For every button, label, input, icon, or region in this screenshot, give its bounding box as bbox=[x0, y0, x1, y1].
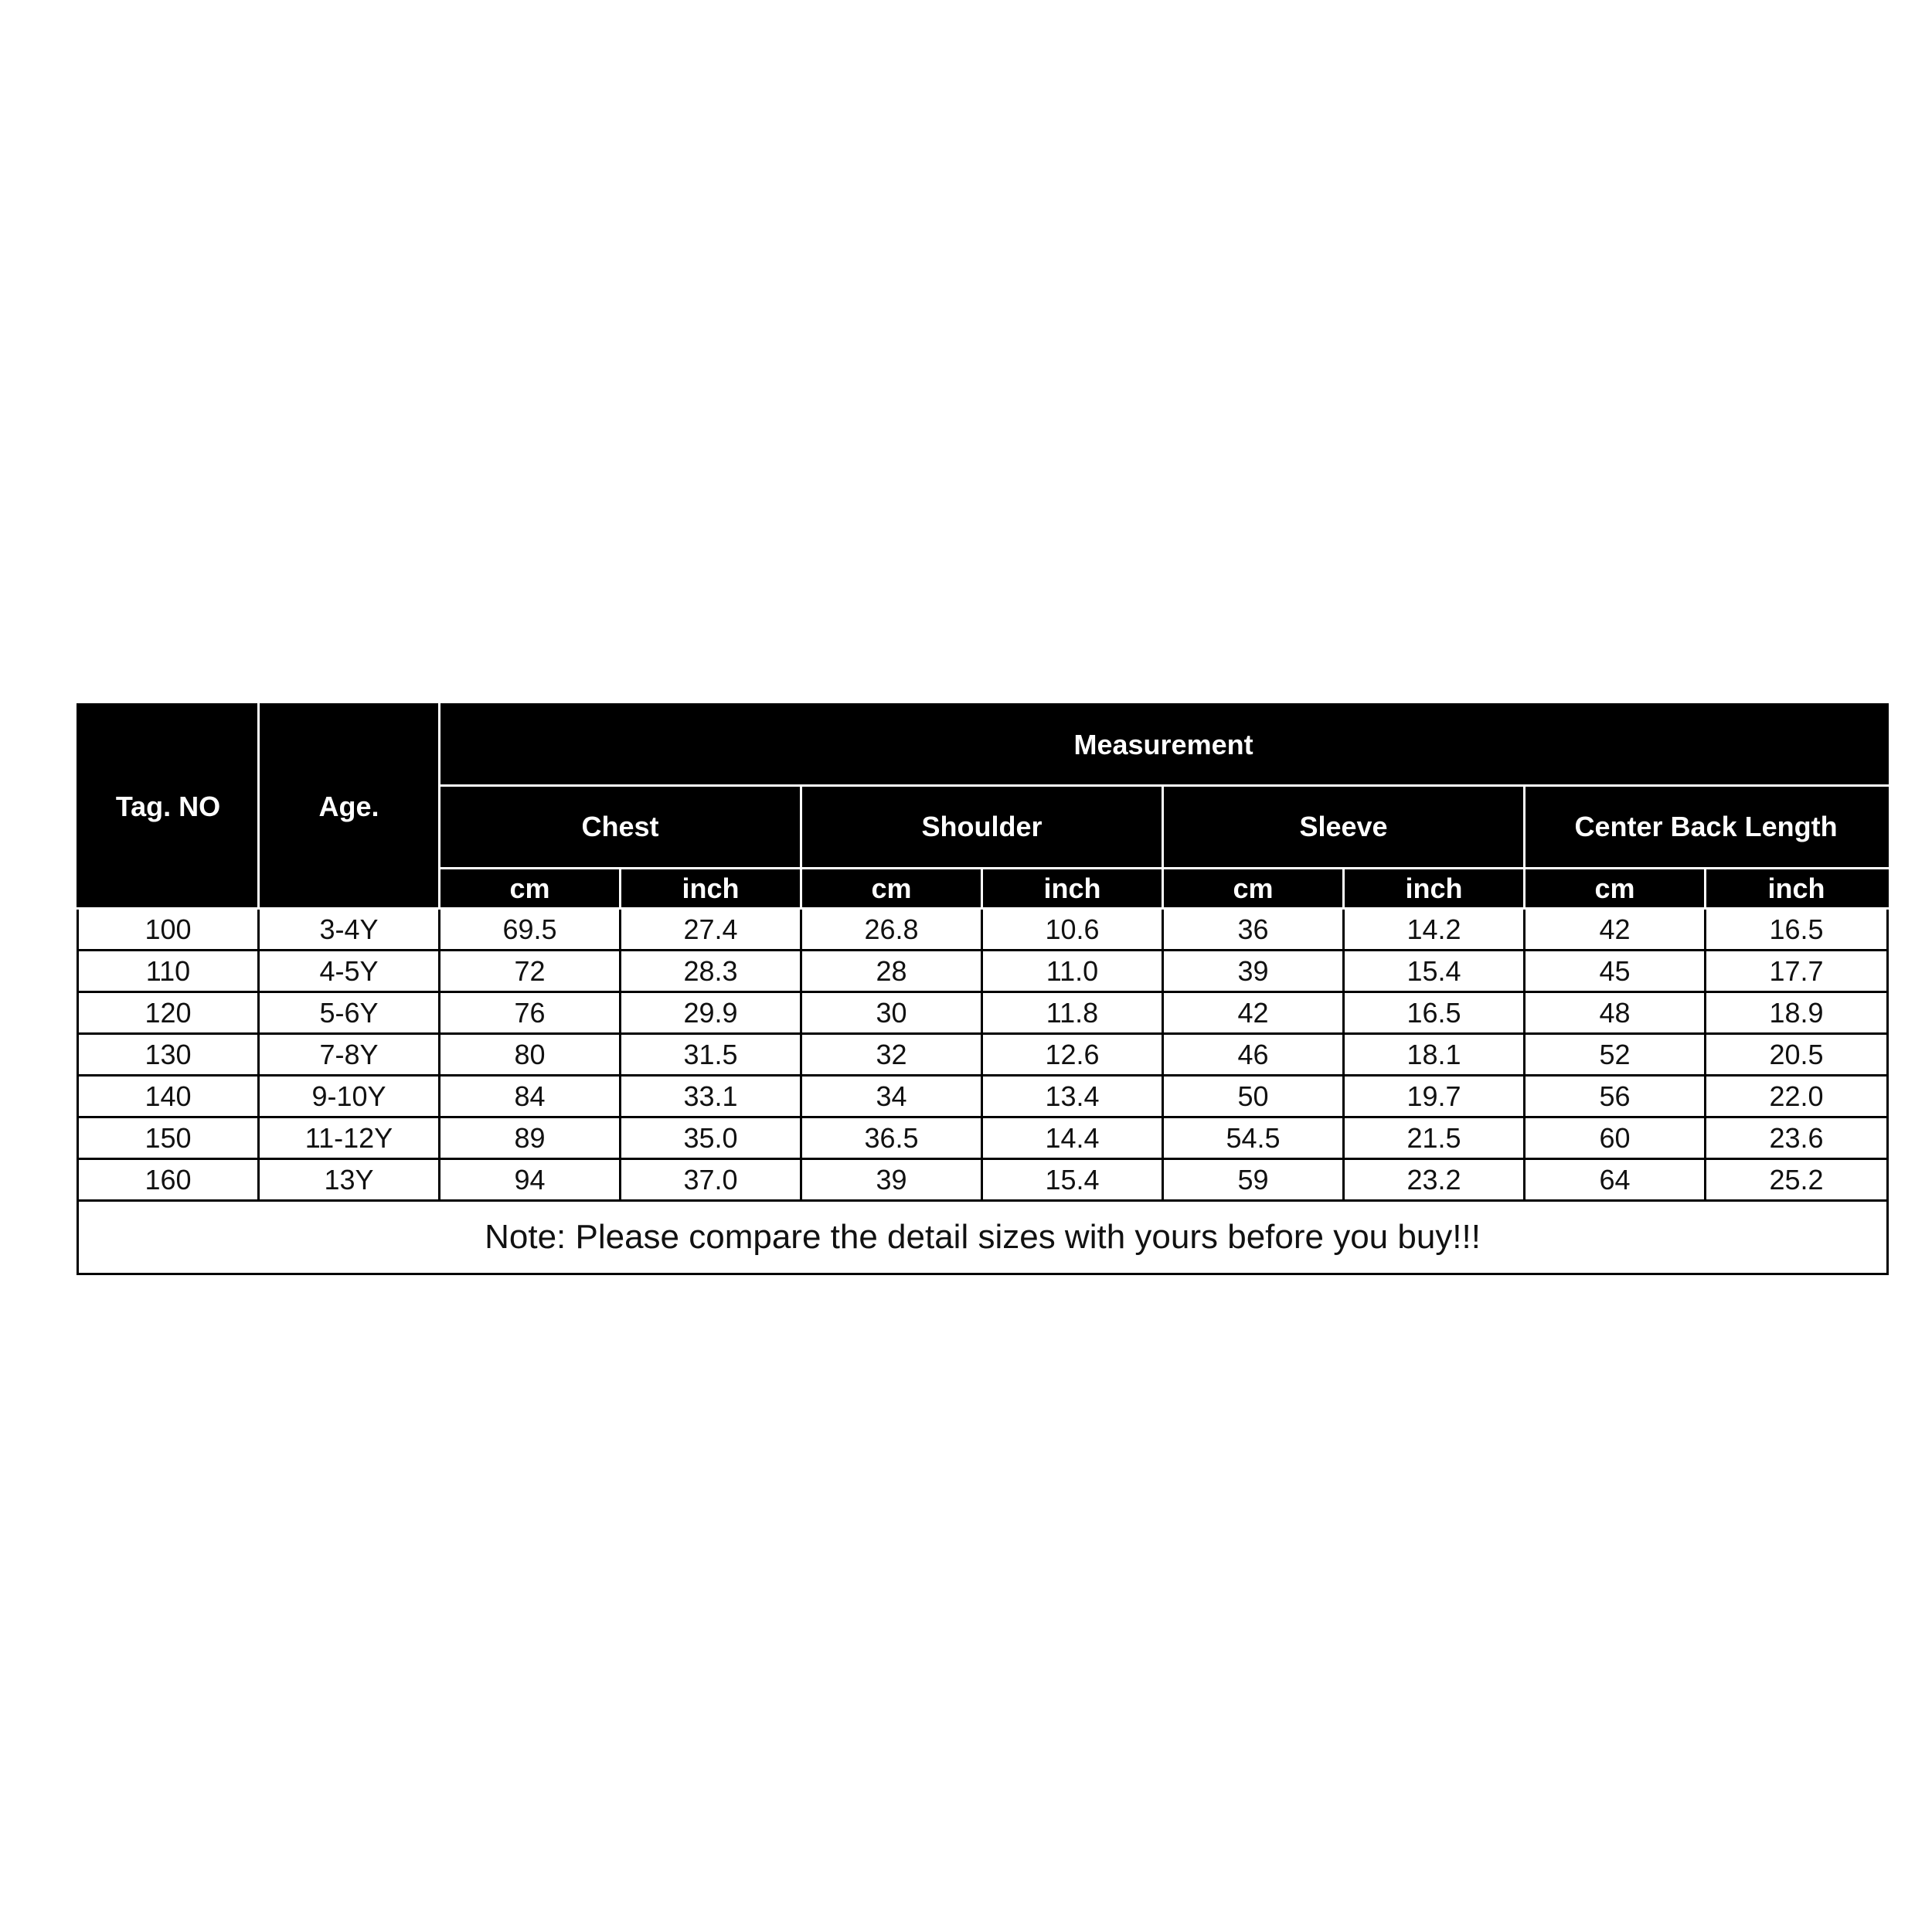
tag-no-cell: 130 bbox=[78, 1034, 259, 1076]
note-row bbox=[78, 1201, 1888, 1274]
unit-header: cm bbox=[801, 869, 982, 909]
measurement-cell: 45 bbox=[1525, 951, 1706, 992]
measurement-cell: 16.5 bbox=[1706, 909, 1888, 951]
measurement-cell: 46 bbox=[1163, 1034, 1344, 1076]
unit-header: inch bbox=[1344, 869, 1525, 909]
table-body bbox=[78, 909, 1888, 1274]
table-row bbox=[78, 1076, 1888, 1117]
size-chart-table bbox=[77, 703, 1889, 1275]
header-sleeve: Sleeve bbox=[1163, 786, 1525, 869]
measurement-cell: 12.6 bbox=[982, 1034, 1163, 1076]
table-row bbox=[78, 1159, 1888, 1201]
measurement-cell: 25.2 bbox=[1706, 1159, 1888, 1201]
table-row bbox=[78, 951, 1888, 992]
measurement-cell: 18.9 bbox=[1706, 992, 1888, 1034]
unit-header: cm bbox=[1163, 869, 1344, 909]
note-text: Note: Please compare the detail sizes with yours before you buy!!! bbox=[78, 1201, 1888, 1274]
table-header bbox=[78, 705, 1888, 909]
measurement-cell: 80 bbox=[440, 1034, 621, 1076]
measurement-cell: 72 bbox=[440, 951, 621, 992]
measurement-cell: 50 bbox=[1163, 1076, 1344, 1117]
age-cell: 5-6Y bbox=[259, 992, 440, 1034]
measurement-cell: 26.8 bbox=[801, 909, 982, 951]
age-cell: 7-8Y bbox=[259, 1034, 440, 1076]
measurement-cell: 19.7 bbox=[1344, 1076, 1525, 1117]
measurement-cell: 20.5 bbox=[1706, 1034, 1888, 1076]
measurement-cell: 39 bbox=[1163, 951, 1344, 992]
measurement-cell: 18.1 bbox=[1344, 1034, 1525, 1076]
measurement-cell: 52 bbox=[1525, 1034, 1706, 1076]
measurement-cell: 36.5 bbox=[801, 1117, 982, 1159]
measurement-cell: 27.4 bbox=[621, 909, 801, 951]
tag-no-cell: 140 bbox=[78, 1076, 259, 1117]
measurement-cell: 29.9 bbox=[621, 992, 801, 1034]
measurement-cell: 13.4 bbox=[982, 1076, 1163, 1117]
unit-header: inch bbox=[982, 869, 1163, 909]
measurement-cell: 11.0 bbox=[982, 951, 1163, 992]
table-row bbox=[78, 1117, 1888, 1159]
measurement-cell: 17.7 bbox=[1706, 951, 1888, 992]
table-row bbox=[78, 1034, 1888, 1076]
measurement-cell: 23.2 bbox=[1344, 1159, 1525, 1201]
measurement-cell: 42 bbox=[1163, 992, 1344, 1034]
measurement-cell: 15.4 bbox=[982, 1159, 1163, 1201]
measurement-cell: 64 bbox=[1525, 1159, 1706, 1201]
measurement-cell: 31.5 bbox=[621, 1034, 801, 1076]
measurement-cell: 56 bbox=[1525, 1076, 1706, 1117]
measurement-cell: 28 bbox=[801, 951, 982, 992]
measurement-cell: 89 bbox=[440, 1117, 621, 1159]
measurement-cell: 11.8 bbox=[982, 992, 1163, 1034]
measurement-cell: 84 bbox=[440, 1076, 621, 1117]
table-row bbox=[78, 992, 1888, 1034]
age-cell: 13Y bbox=[259, 1159, 440, 1201]
measurement-cell: 69.5 bbox=[440, 909, 621, 951]
age-cell: 4-5Y bbox=[259, 951, 440, 992]
measurement-cell: 23.6 bbox=[1706, 1117, 1888, 1159]
tag-no-cell: 160 bbox=[78, 1159, 259, 1201]
unit-header: inch bbox=[1706, 869, 1888, 909]
header-chest: Chest bbox=[440, 786, 801, 869]
measurement-cell: 15.4 bbox=[1344, 951, 1525, 992]
measurement-cell: 14.4 bbox=[982, 1117, 1163, 1159]
header-measurement: Measurement bbox=[440, 705, 1888, 786]
measurement-cell: 33.1 bbox=[621, 1076, 801, 1117]
unit-header: inch bbox=[621, 869, 801, 909]
age-cell: 11-12Y bbox=[259, 1117, 440, 1159]
measurement-cell: 35.0 bbox=[621, 1117, 801, 1159]
unit-header: cm bbox=[440, 869, 621, 909]
header-age: Age. bbox=[259, 705, 440, 909]
table-row bbox=[78, 909, 1888, 951]
age-cell: 3-4Y bbox=[259, 909, 440, 951]
measurement-cell: 39 bbox=[801, 1159, 982, 1201]
measurement-cell: 94 bbox=[440, 1159, 621, 1201]
measurement-cell: 59 bbox=[1163, 1159, 1344, 1201]
tag-no-cell: 120 bbox=[78, 992, 259, 1034]
measurement-cell: 21.5 bbox=[1344, 1117, 1525, 1159]
header-shoulder: Shoulder bbox=[801, 786, 1163, 869]
unit-header: cm bbox=[1525, 869, 1706, 909]
measurement-cell: 36 bbox=[1163, 909, 1344, 951]
measurement-cell: 14.2 bbox=[1344, 909, 1525, 951]
age-cell: 9-10Y bbox=[259, 1076, 440, 1117]
tag-no-cell: 110 bbox=[78, 951, 259, 992]
measurement-cell: 28.3 bbox=[621, 951, 801, 992]
header-tag-no: Tag. NO bbox=[78, 705, 259, 909]
measurement-cell: 22.0 bbox=[1706, 1076, 1888, 1117]
measurement-cell: 60 bbox=[1525, 1117, 1706, 1159]
measurement-cell: 34 bbox=[801, 1076, 982, 1117]
measurement-cell: 48 bbox=[1525, 992, 1706, 1034]
measurement-cell: 30 bbox=[801, 992, 982, 1034]
measurement-cell: 32 bbox=[801, 1034, 982, 1076]
tag-no-cell: 150 bbox=[78, 1117, 259, 1159]
tag-no-cell: 100 bbox=[78, 909, 259, 951]
header-center-back-length: Center Back Length bbox=[1525, 786, 1888, 869]
measurement-cell: 37.0 bbox=[621, 1159, 801, 1201]
measurement-cell: 10.6 bbox=[982, 909, 1163, 951]
measurement-cell: 76 bbox=[440, 992, 621, 1034]
measurement-cell: 42 bbox=[1525, 909, 1706, 951]
measurement-cell: 16.5 bbox=[1344, 992, 1525, 1034]
measurement-cell: 54.5 bbox=[1163, 1117, 1344, 1159]
